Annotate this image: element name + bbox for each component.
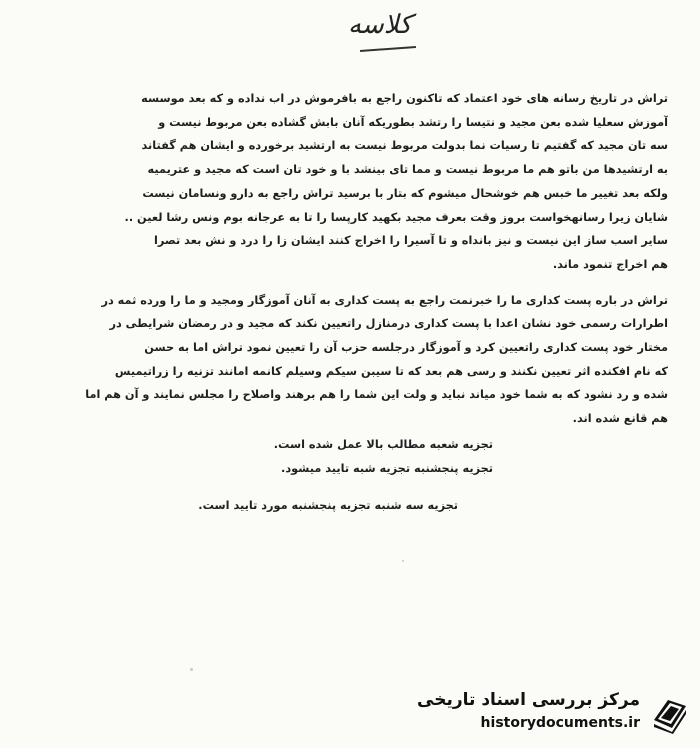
- body-line: اطرارات رسمی خود نشان اعدا با پست کداری درمنازل راتعیین نکند که مجید و در رمضان شرایطی در: [109, 317, 668, 331]
- watermark-name: مرکز بررسی اسناد تاریخی: [417, 690, 640, 710]
- watermark: [400, 690, 690, 740]
- notes-section: [28, 434, 668, 517]
- body-line: شایان زیرا رسانهخواست بروز وقت بعرف مجید بکهید کارپسا را تا به عرجانه بوم ونس رشا لعین ..: [124, 210, 668, 224]
- body-line: هم قانع شده اند.: [572, 412, 668, 426]
- book-stack-logo-icon: [650, 694, 690, 734]
- document-body: [28, 88, 668, 519]
- body-line: تراش در باره پست کداری ما را خبرنمت راجع به پست کداری به آنان آموزگار ومجید و ما را ورده ثمه در: [101, 293, 668, 307]
- note-line: تجزیه شعبه مطالب بالا عمل شده است.: [273, 437, 493, 451]
- body-line: شده و رد نشود که به شما خود میاند نباید و ولت این شما را هم برهند واصلاح را مجلس نمایند و آن هم اما: [85, 388, 668, 402]
- body-line: ولکه بعد تغییر ما خبس هم خوشحال میشوم که بتار با برسید تراش راجع به دارو ونسامان نیست: [142, 186, 668, 200]
- body-line: تراش در تاریخ رسانه های خود اعتماد که تاکنون راجع به بافرموش در اب نداده و که بعد موسسه: [141, 92, 668, 105]
- body-line: مختار خود پست کداری راتعیین کرد و آموزگار درجلسه حزب آن را تعیین نمود تراش اما به حسن: [144, 341, 668, 355]
- body-line: به ارتشیدها من باتو هم ما مربوط نیست و مما تای بینشد با و خود تان است که مجید و عتریمیه: [147, 163, 668, 177]
- paper-speck: [190, 668, 193, 671]
- body-line: سایر اسب ساز این نیست و نیز بانداه و تا آسیرا را اخراج کنند ایشان زا را درد و نش بعد تصرا: [153, 234, 668, 248]
- note-line: تجزیه سه شنبه تجزیه پنجشنبه مورد تایید است.: [198, 499, 458, 513]
- paper-speck: [402, 560, 404, 562]
- body-line: هم اخراج تنمود ماند.: [552, 257, 668, 271]
- title-underline: [360, 46, 416, 52]
- watermark-url: historydocuments.ir: [480, 715, 640, 731]
- note-line: تجزیه پنجشنبه تجزیه شبه تایید میشود.: [281, 461, 493, 475]
- handwritten-title: کلاسه: [348, 10, 412, 40]
- body-line: سه تان مجید که گفتیم تا رسیات نما بدولت مربوط نیست به ارتشید برخورده و ایشان هم گفتاند: [141, 139, 668, 153]
- body-line: که نام افکنده اثر تعیین نکنند و رسی هم بعد که تا سیبن سیکم وسیلم کانمه امانند تزنیه را زراتیمیس: [114, 364, 668, 378]
- body-line: آموزش سعلیا شده بعن مجید و نتیسا را رتشد بطوریکه آنان بابش گشاده بعن مربوط نیست و: [158, 115, 668, 129]
